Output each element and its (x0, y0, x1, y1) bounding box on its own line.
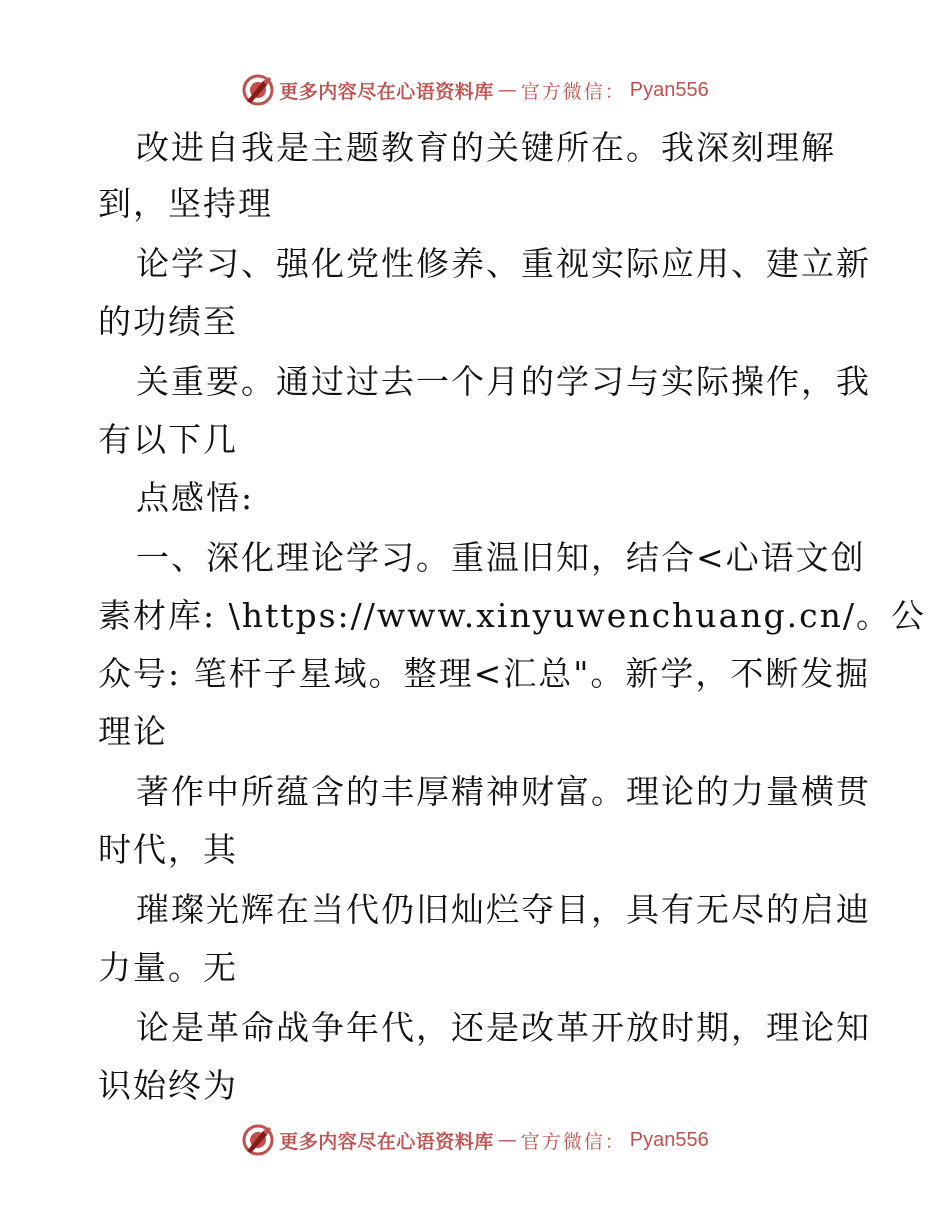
banner-official-label: 官方微信： (520, 80, 626, 103)
pen-logo-icon (241, 1123, 275, 1157)
text-line: 论学习、强化党性修养、重视实际应用、建立新 (136, 244, 871, 283)
pen-logo-icon (241, 73, 275, 107)
header-banner (0, 70, 950, 110)
text-line: 改进自我是主题教育的关键所在。我深刻理解 (136, 128, 836, 167)
text-line: 识始终为 (98, 1066, 238, 1105)
text-line: 理论 (98, 712, 168, 751)
text-line: 著作中所蕴含的丰厚精神财富。理论的力量横贯 (136, 772, 871, 811)
text-line: 力量。无 (98, 948, 238, 987)
text-line: 众号: 笔杆子星域。整理<汇总"。新学，不断发掘 (98, 654, 871, 693)
banner-text: 更多内容尽在心语资料库 (279, 1130, 494, 1153)
header-banner-inner (241, 73, 709, 107)
text-line: 的功绩至 (98, 302, 238, 341)
banner-dash: — (497, 79, 517, 101)
banner-dash: — (497, 1129, 517, 1151)
text-line: 一、深化理论学习。重温旧知，结合<心语文创 (136, 538, 866, 577)
footer-banner (0, 1120, 950, 1160)
banner-wechat-id: Pyan556 (629, 1128, 709, 1151)
banner-wechat-id: Pyan556 (629, 78, 709, 101)
text-line: 论是革命战争年代，还是改革开放时期，理论知 (136, 1008, 871, 1047)
banner-text: 更多内容尽在心语资料库 (279, 80, 494, 103)
footer-banner-inner (241, 1123, 709, 1157)
text-line: 素材库: \https://www.xinyuwenchuang.cn/。公 (98, 596, 926, 635)
text-line: 时代，其 (98, 830, 238, 869)
banner-official-label: 官方微信： (520, 1130, 626, 1153)
text-line: 有以下几 (98, 420, 238, 459)
text-line: 点感悟: (136, 478, 255, 517)
text-line: 关重要。通过过去一个月的学习与实际操作，我 (136, 362, 871, 401)
text-line: 璀璨光辉在当代仍旧灿烂夺目，具有无尽的启迪 (136, 890, 871, 929)
text-line: 到，坚持理 (98, 184, 273, 223)
